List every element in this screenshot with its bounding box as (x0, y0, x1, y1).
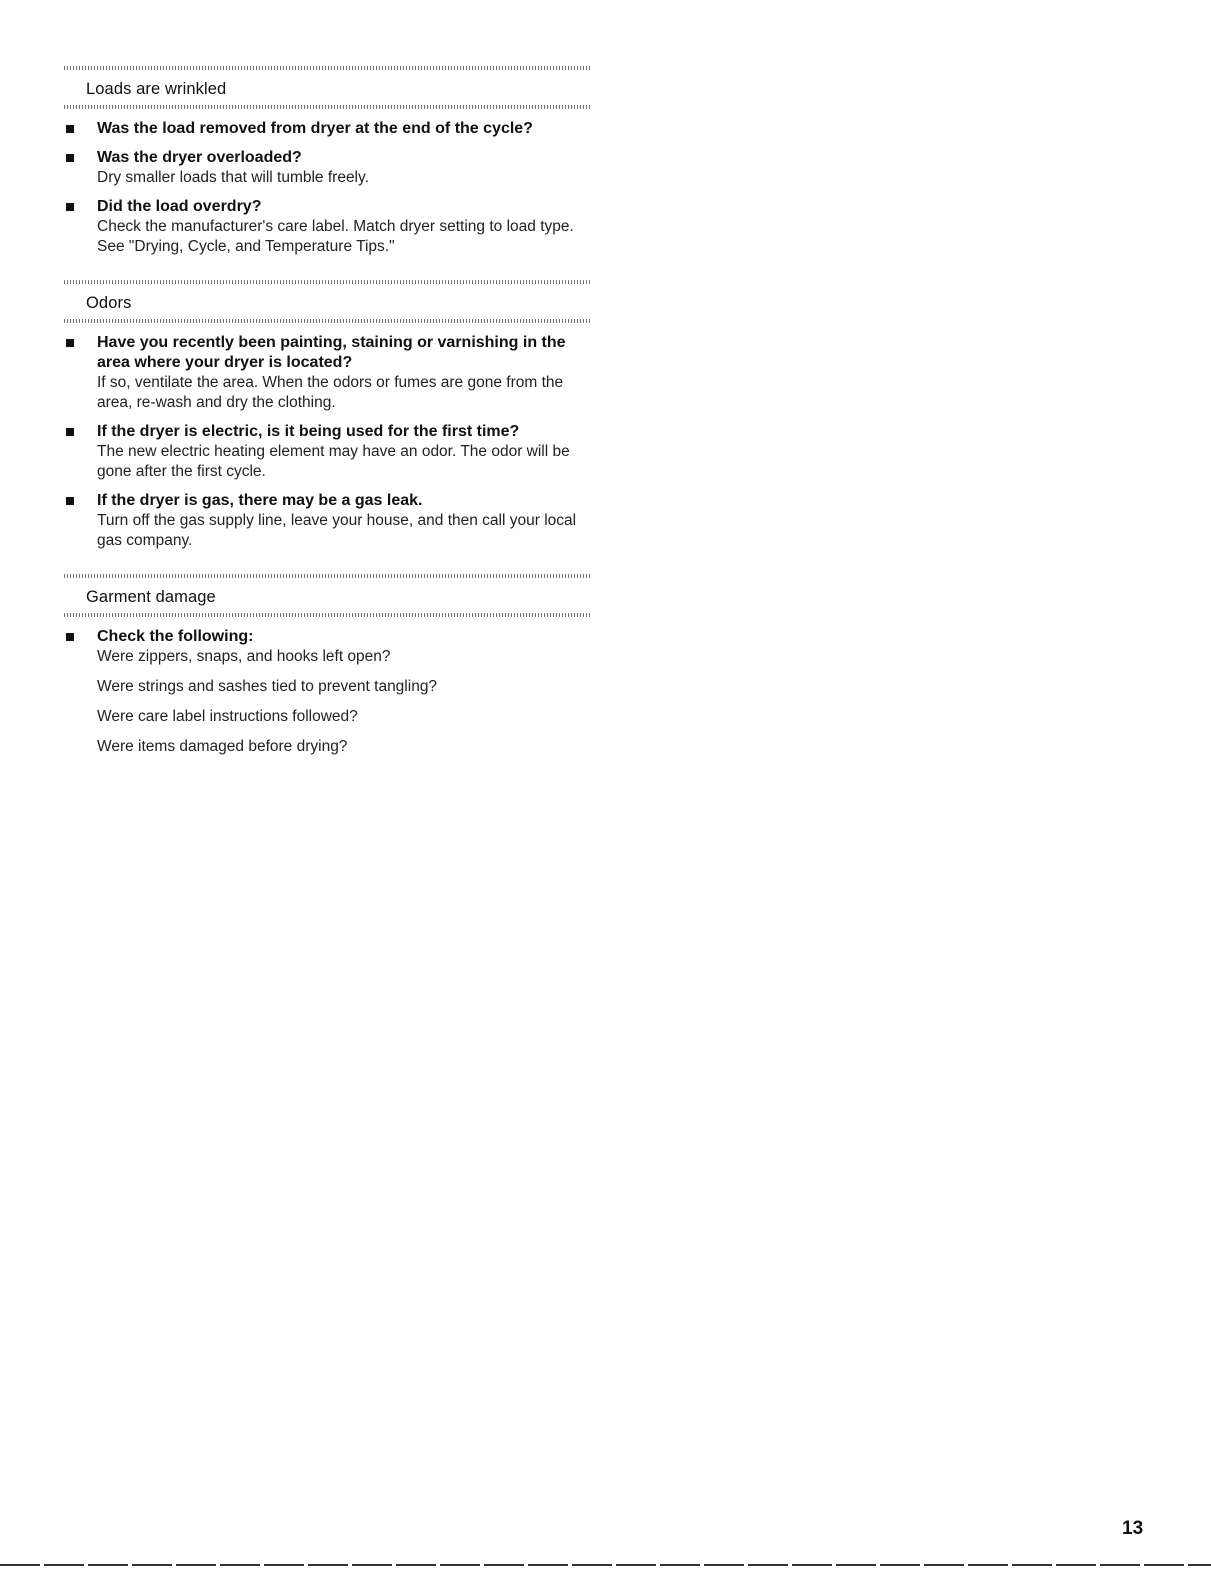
square-bullet-icon (66, 203, 74, 211)
item-question: Was the load removed from dryer at the end of the cycle? (97, 120, 533, 137)
section-title: Loads are wrinkled (86, 80, 227, 98)
item-list (64, 109, 590, 280)
troubleshooting-column (64, 66, 590, 781)
list-item (64, 491, 590, 551)
item-question: Check the following: (97, 628, 254, 645)
list-item (64, 197, 590, 257)
list-item (64, 119, 590, 139)
square-bullet-icon (66, 154, 74, 162)
section-title: Odors (86, 294, 132, 312)
section-garment-damage (64, 574, 590, 781)
item-list (64, 323, 590, 574)
section-title: Garment damage (86, 588, 216, 606)
bottom-divider (0, 1564, 1211, 1566)
section-header (64, 280, 590, 323)
item-question: If the dryer is electric, is it being used for the first time? (97, 423, 520, 440)
square-bullet-icon (66, 339, 74, 347)
section-header (64, 66, 590, 109)
list-item (64, 627, 590, 757)
square-bullet-icon (66, 125, 74, 133)
list-item (64, 422, 590, 482)
item-answer: Were care label instructions followed? (97, 708, 358, 725)
item-answer: Check the manufacturer's care label. Match dryer setting to load type. See "Drying, Cycle, and Temperature Tips." (97, 218, 574, 255)
item-answer: Were items damaged before drying? (97, 738, 348, 755)
list-item (64, 148, 590, 188)
item-question: Was the dryer overloaded? (97, 149, 302, 166)
item-question: Did the load overdry? (97, 198, 262, 215)
section-loads-wrinkled (64, 66, 590, 280)
square-bullet-icon (66, 633, 74, 641)
item-list (64, 617, 590, 781)
item-answer: Were zippers, snaps, and hooks left open? (97, 648, 391, 665)
item-answer: Dry smaller loads that will tumble freely. (97, 169, 369, 186)
list-item (64, 333, 590, 413)
square-bullet-icon (66, 428, 74, 436)
item-answer: If so, ventilate the area. When the odors or fumes are gone from the area, re-wash and dry the clothing. (97, 374, 564, 411)
item-question: If the dryer is gas, there may be a gas leak. (97, 492, 423, 509)
item-answer: Were strings and sashes tied to prevent tangling? (97, 678, 438, 695)
page-number: 13 (1122, 1518, 1144, 1539)
item-answer: Turn off the gas supply line, leave your house, and then call your local gas company. (97, 512, 577, 549)
section-odors (64, 280, 590, 574)
item-question: Have you recently been painting, staining or varnishing in the area where your dryer is located? (97, 334, 566, 371)
square-bullet-icon (66, 497, 74, 505)
item-answer: The new electric heating element may have an odor. The odor will be gone after the first cycle. (97, 443, 570, 480)
section-header (64, 574, 590, 617)
